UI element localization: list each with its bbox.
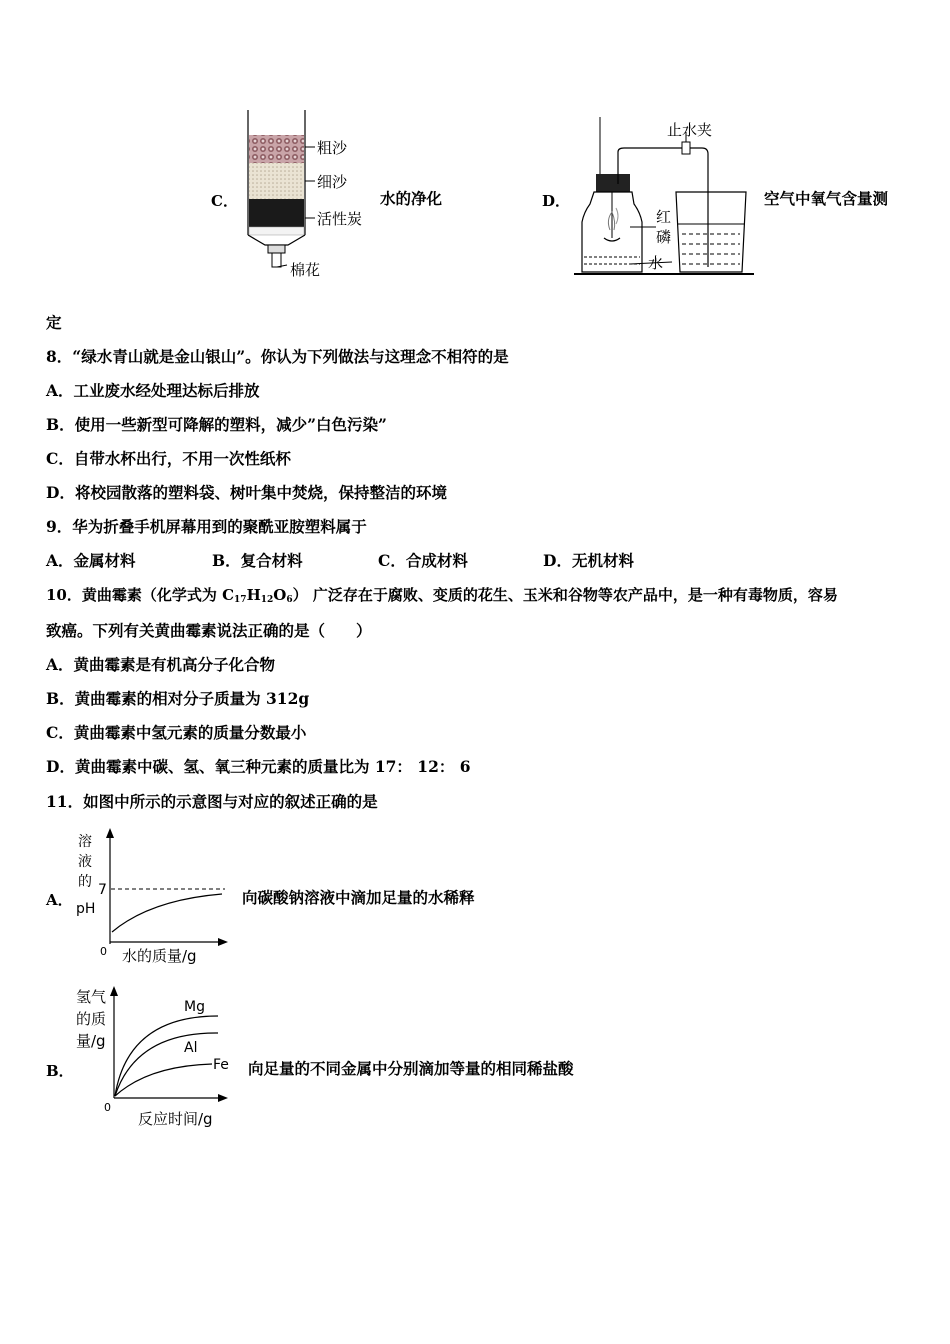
graph-a-origin: 0 xyxy=(100,945,107,958)
series-label-fe: Fe xyxy=(213,1057,229,1073)
q10-option-c: C．黄曲霉素中氢元素的质量分数最小 xyxy=(46,723,307,742)
q10-option-b: B．黄曲霉素的相对分子质量为 312g xyxy=(46,689,310,708)
layer-label-fine: 细沙 xyxy=(317,173,348,191)
hydrogen-mass-graph xyxy=(70,980,240,1130)
q11-option-b-label: B． xyxy=(46,1062,74,1080)
graph-a-xlabel: 水的质量/g xyxy=(122,947,197,965)
q8-option-d: D．将校园散落的塑料袋、树叶集中焚烧，保持整洁的环境 xyxy=(46,483,447,502)
figure-d-caption-cont: 定 xyxy=(46,313,62,332)
graph-b-origin: 0 xyxy=(104,1101,111,1114)
q10-stem-line2: 致癌。下列有关黄曲霉素说法正确的是（ ） xyxy=(46,621,372,640)
q8-option-c: C．自带水杯出行，不用一次性纸杯 xyxy=(46,449,291,468)
option-c-label: C． xyxy=(211,192,238,210)
graph-b-ylabel-3: 量/g xyxy=(76,1032,106,1050)
fine-sand-layer xyxy=(249,163,304,199)
fe-curve xyxy=(115,1064,212,1096)
figure-c-caption: 水的净化 xyxy=(380,189,443,208)
q8-option-b: B．使用一些新型可降解的塑料，减少”白色污染” xyxy=(46,415,387,434)
phosphorus-label-1: 红 xyxy=(656,208,672,226)
graph-a-ylabel-1: 溶 xyxy=(78,834,92,850)
graph-b-xlabel: 反应时间/g xyxy=(138,1110,213,1128)
option-d-label: D． xyxy=(542,192,571,210)
layer-label-coarse: 粗沙 xyxy=(317,139,348,157)
series-label-mg: Mg xyxy=(184,999,205,1015)
q9-option-c: C．合成材料 xyxy=(378,551,468,570)
q11-option-a-label: A． xyxy=(46,891,73,909)
phosphorus-label-2: 磷 xyxy=(656,228,672,246)
q9-option-d: D．无机材料 xyxy=(543,551,634,570)
layer-label-cotton: 棉花 xyxy=(290,261,321,279)
clamp-label: 止水夹 xyxy=(667,121,713,139)
q10-option-a: A．黄曲霉素是有机高分子化合物 xyxy=(46,655,276,674)
activated-carbon-layer xyxy=(249,199,304,227)
q11-stem: 11．如图中所示的示意图与对应的叙述正确的是 xyxy=(46,792,378,811)
figure-d-caption: 空气中氧气含量测 xyxy=(764,189,889,208)
layer-label-carbon: 活性炭 xyxy=(317,210,363,228)
water-filter-diagram xyxy=(235,105,385,285)
q8-stem: 8．“绿水青山就是金山银山”。你认为下列做法与这理念不相符的是 xyxy=(46,347,509,366)
clamp xyxy=(682,142,690,154)
water-label: 水 xyxy=(648,254,664,272)
beaker xyxy=(676,192,746,272)
q11-option-b-text: 向足量的不同金属中分别滴加等量的相同稀盐酸 xyxy=(248,1059,574,1078)
graph-a-ylabel-3: 的 xyxy=(78,874,92,890)
series-label-al: Al xyxy=(184,1040,198,1056)
q10-stem: 10．黄曲霉素（化学式为 $C_{17}H_{12}O_6$） 广泛存在于腐败、变质的花生、玉米和谷物等农产品中，是一种有毒物质，容易 xyxy=(46,586,838,605)
q11-option-a-text: 向碳酸钠溶液中滴加足量的水稀释 xyxy=(242,888,475,907)
graph-a-tick-7: 7 xyxy=(98,882,107,898)
oxygen-apparatus-diagram xyxy=(572,112,757,282)
q10-option-d: D．黄曲霉素中碳、氢、氧三种元素的质量比为 17： 12： 6 xyxy=(46,757,471,776)
q9-stem: 9．华为折叠手机屏幕用到的聚酰亚胺塑料属于 xyxy=(46,517,367,536)
coarse-sand-layer xyxy=(249,135,304,163)
q8-option-a: A．工业废水经处理达标后排放 xyxy=(46,381,260,400)
q9-option-b: B．复合材料 xyxy=(212,551,303,570)
graph-b-ylabel-2: 的质 xyxy=(76,1010,107,1028)
cotton-layer xyxy=(249,227,304,235)
graph-a-ylabel-2: 液 xyxy=(78,854,92,870)
graph-a-ylabel-4: pH xyxy=(76,901,96,917)
stopper xyxy=(596,174,630,192)
ph-curve xyxy=(112,894,222,932)
ph-dilution-graph xyxy=(70,822,240,967)
q9-option-a: A．金属材料 xyxy=(46,551,136,570)
graph-b-ylabel-1: 氢气 xyxy=(76,988,107,1006)
